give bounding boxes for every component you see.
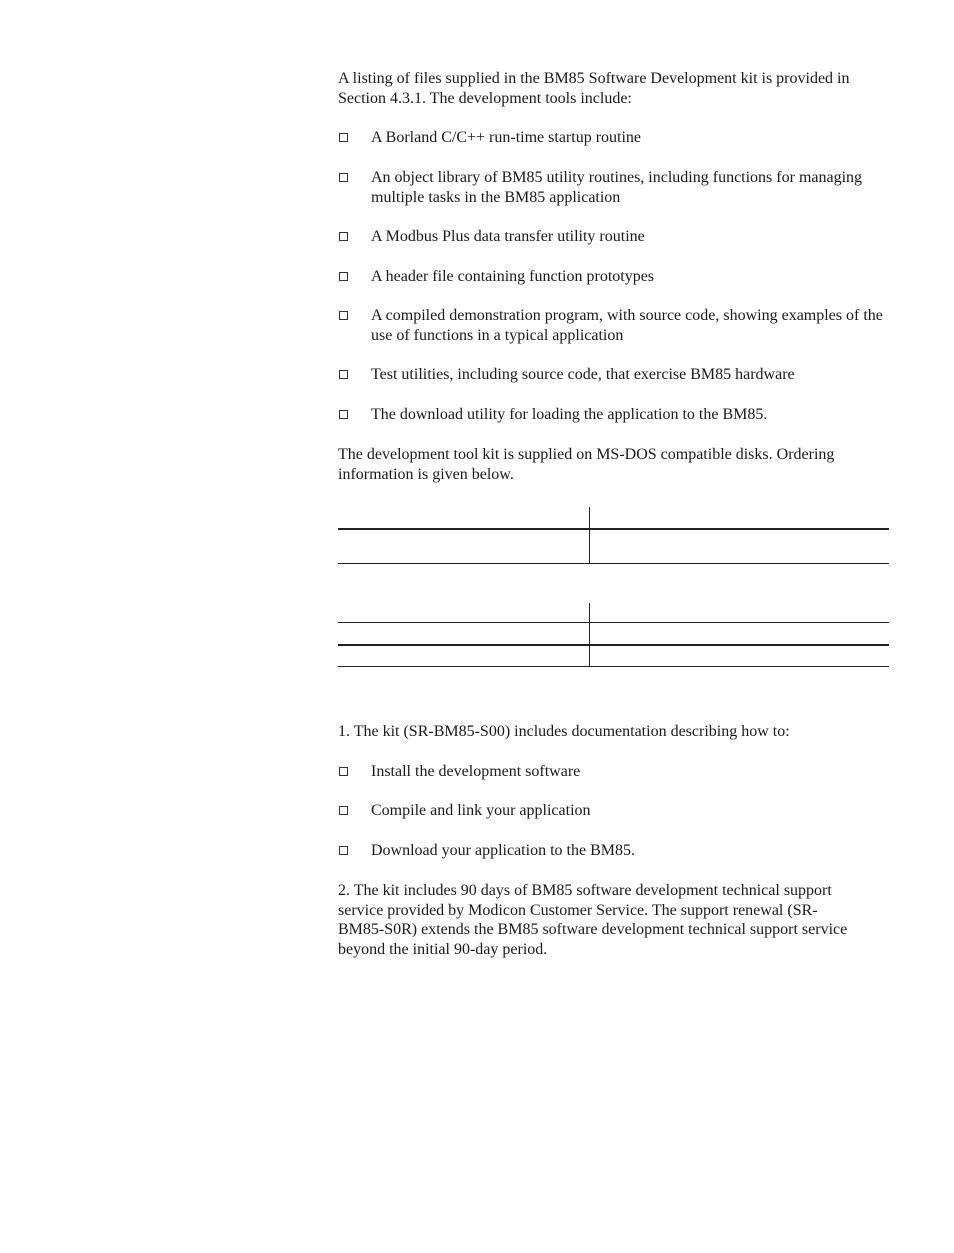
tool-item-text: A header file containing function prototypes xyxy=(371,268,655,285)
bottom-rule xyxy=(338,666,889,667)
column-divider xyxy=(589,603,590,666)
note1-item-text: Install the development software xyxy=(371,763,581,780)
checkbox-bullet-icon xyxy=(339,311,348,320)
checkbox-bullet-icon xyxy=(339,232,348,241)
checkbox-bullet-icon xyxy=(339,272,348,281)
intro-paragraph: A listing of files supplied in the BM85 Software Development kit is provided in Section 4.3.1. The development tools include: xyxy=(338,70,850,107)
tool-item-text: A Borland C/C++ run-time startup routine xyxy=(371,129,642,146)
checkbox-bullet-icon xyxy=(339,767,348,776)
note1-item-text: Download your application to the BM85. xyxy=(371,842,635,859)
ordering-table-1 xyxy=(338,507,889,565)
supply-paragraph: The development tool kit is supplied on MS-DOS compatible disks. Ordering information is given below. xyxy=(338,446,835,483)
tool-item-text: A compiled demonstration program, with source code, showing examples of the use of functions in a typical application xyxy=(371,307,883,344)
checkbox-bullet-icon xyxy=(339,846,348,855)
checkbox-bullet-icon xyxy=(339,133,348,142)
note-1: 1. The kit (SR-BM85-S00) includes documentation describing how to: xyxy=(338,723,790,740)
header-rule xyxy=(338,528,889,530)
bottom-rule xyxy=(338,563,889,564)
tool-item-text: Test utilities, including source code, that exercise BM85 hardware xyxy=(371,366,795,383)
ordering-table-2 xyxy=(338,603,889,668)
note-2: 2. The kit includes 90 days of BM85 software development technical support service provided by Modicon Customer Service. The support renewal (SR-BM85-S0R) extends the BM85 software development technical support service beyond the initial 90-day period. xyxy=(338,882,848,958)
checkbox-bullet-icon xyxy=(339,173,348,182)
checkbox-bullet-icon xyxy=(339,806,348,815)
tool-item-text: An object library of BM85 utility routines, including functions for managing multiple tasks in the BM85 application xyxy=(371,169,863,206)
row-rule xyxy=(338,644,889,646)
header-rule xyxy=(338,622,889,623)
tool-item-text: The download utility for loading the application to the BM85. xyxy=(371,406,768,423)
checkbox-bullet-icon xyxy=(339,370,348,379)
checkbox-bullet-icon xyxy=(339,410,348,419)
tool-item-text: A Modbus Plus data transfer utility routine xyxy=(371,228,645,245)
column-divider xyxy=(589,507,590,563)
note1-item-text: Compile and link your application xyxy=(371,802,591,819)
